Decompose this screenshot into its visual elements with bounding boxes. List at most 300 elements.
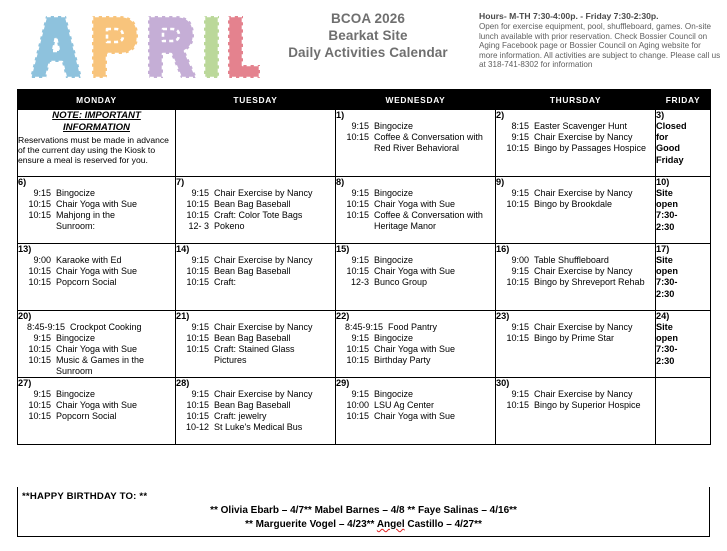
event-item[interactable] xyxy=(176,344,335,366)
event-time: 10:15 xyxy=(186,198,209,209)
event-item[interactable] xyxy=(176,266,335,277)
event-description xyxy=(374,344,495,355)
calendar-cell-day[interactable] xyxy=(496,177,656,244)
event-time: 9:15 xyxy=(351,120,369,131)
day-number: 30) xyxy=(496,378,510,388)
event-time: 12-3 xyxy=(350,276,369,287)
event-item[interactable] xyxy=(176,277,335,288)
event-description xyxy=(534,199,655,210)
event-description xyxy=(534,255,655,266)
friday-status-line: Site xyxy=(656,321,673,332)
column-header-monday: MONDAY xyxy=(18,90,176,110)
event-item[interactable] xyxy=(18,411,175,422)
friday-status-line: open xyxy=(656,198,678,209)
event-item[interactable] xyxy=(18,400,175,411)
event-description-line: Mahjong in the xyxy=(56,209,116,220)
note-title-line-1: NOTE: IMPORTANT xyxy=(52,110,141,121)
event-list xyxy=(496,322,655,344)
day-number: 6) xyxy=(18,177,27,187)
event-description-line: Chair Exercise by Nancy xyxy=(534,265,633,276)
event-time: 10:15 xyxy=(346,265,369,276)
hours-heading: Hours- M-TH 7:30-4:00p. - Friday 7:30-2:30p. xyxy=(479,11,659,21)
event-item[interactable] xyxy=(18,277,175,288)
event-item[interactable] xyxy=(18,199,175,210)
event-description xyxy=(534,121,655,132)
event-item[interactable] xyxy=(336,322,495,333)
event-description-line: Chair Yoga with Sue xyxy=(56,399,138,410)
calendar-cell-day[interactable] xyxy=(336,311,496,378)
calendar-cell-day[interactable] xyxy=(18,311,176,378)
event-item[interactable] xyxy=(496,255,655,266)
weekday-header-row xyxy=(18,90,711,110)
event-item[interactable] xyxy=(18,355,175,377)
event-description xyxy=(56,210,175,232)
birthday-line-2-pre: ** Marguerite Vogel – 4/23** xyxy=(245,519,377,530)
event-time: 10:15 xyxy=(186,410,209,421)
calendar-cell-day[interactable] xyxy=(496,244,656,311)
day-number: 22) xyxy=(336,311,350,321)
event-description xyxy=(214,188,335,199)
day-number: 14) xyxy=(176,244,190,254)
event-list xyxy=(496,389,655,411)
calendar-cell-day[interactable] xyxy=(496,110,656,177)
event-time: 8:45-9:15 xyxy=(26,321,65,332)
event-list xyxy=(18,389,175,422)
calendar-cell-day[interactable] xyxy=(336,177,496,244)
event-description xyxy=(374,210,495,232)
event-description xyxy=(388,322,495,333)
friday-status-line: 7:30- xyxy=(656,344,678,355)
event-time: 8:15 xyxy=(511,120,529,131)
event-description xyxy=(56,411,175,422)
day-number: 16) xyxy=(496,244,510,254)
event-item[interactable] xyxy=(18,266,175,277)
event-time: 9:15 xyxy=(351,388,369,399)
event-description xyxy=(214,389,335,400)
event-item[interactable] xyxy=(176,188,335,199)
event-item[interactable] xyxy=(18,210,175,232)
event-description-line: Bingo by Brookdale xyxy=(534,198,613,209)
title-line-2: Bearkat Site xyxy=(328,28,408,43)
event-item[interactable] xyxy=(336,277,495,288)
calendar-cell-day[interactable] xyxy=(336,244,496,311)
event-list xyxy=(336,188,495,232)
event-item[interactable] xyxy=(176,422,335,433)
column-header-friday: FRIDAY xyxy=(656,90,711,110)
event-item[interactable] xyxy=(336,344,495,355)
event-time: 9:00 xyxy=(511,254,529,265)
event-description-line: Birthday Party xyxy=(374,354,431,365)
calendar-cell-empty[interactable] xyxy=(656,378,711,445)
event-description xyxy=(534,277,655,288)
event-list xyxy=(18,322,175,377)
calendar-cell-day[interactable] xyxy=(656,311,711,378)
title-line-3: Daily Activities Calendar xyxy=(288,45,448,60)
event-time: 10-12 xyxy=(185,421,209,432)
event-item[interactable] xyxy=(176,322,335,333)
event-time: 9:15 xyxy=(351,254,369,265)
event-description xyxy=(534,333,655,344)
calendar-cell-day[interactable] xyxy=(336,378,496,445)
event-description xyxy=(374,132,495,154)
event-description xyxy=(214,344,335,366)
calendar-cell-day[interactable] xyxy=(176,311,336,378)
event-item[interactable] xyxy=(176,221,335,232)
event-item[interactable] xyxy=(336,333,495,344)
april-letter-i xyxy=(204,16,219,78)
event-item[interactable] xyxy=(496,333,655,344)
event-item[interactable] xyxy=(496,132,655,143)
event-time: 9:15 xyxy=(351,332,369,343)
event-description-line: Popcorn Social xyxy=(56,410,117,421)
birthday-line-1: ** Olivia Ebarb – 4/7** Mabel Barnes – 4/8 ** Faye Salinas – 4/16** xyxy=(210,505,517,516)
event-description xyxy=(534,188,655,199)
event-description-line: Table Shuffleboard xyxy=(534,254,609,265)
event-description-line: Bean Bag Baseball xyxy=(214,332,291,343)
event-item[interactable] xyxy=(176,333,335,344)
activities-calendar xyxy=(17,89,711,445)
event-description xyxy=(56,344,175,355)
event-description-line: Popcorn Social xyxy=(56,276,117,287)
event-time: 10:15 xyxy=(28,265,51,276)
event-time: 9:15 xyxy=(351,187,369,198)
important-information-note[interactable] xyxy=(18,110,176,177)
event-item[interactable] xyxy=(496,266,655,277)
event-description xyxy=(56,266,175,277)
day-number: 28) xyxy=(176,378,190,388)
event-description-line: Bingocize xyxy=(56,332,96,343)
event-description xyxy=(56,389,175,400)
calendar-cell-day[interactable] xyxy=(656,110,711,177)
event-item[interactable] xyxy=(18,255,175,266)
event-description-continuation: Sunroom: xyxy=(56,220,96,231)
event-time: 10:15 xyxy=(346,209,369,220)
birthday-footer xyxy=(17,487,710,537)
event-description xyxy=(214,255,335,266)
calendar-cell-day[interactable] xyxy=(176,244,336,311)
event-time: 10:15 xyxy=(28,209,51,220)
calendar-cell-day[interactable] xyxy=(176,177,336,244)
event-item[interactable] xyxy=(176,411,335,422)
event-item[interactable] xyxy=(18,389,175,400)
column-header-tuesday: TUESDAY xyxy=(176,90,336,110)
day-number: 7) xyxy=(176,177,185,187)
event-description-line: Craft: jewelry xyxy=(214,410,267,421)
event-description xyxy=(374,355,495,366)
april-letter-p xyxy=(92,16,138,78)
april-letter-a xyxy=(30,16,82,78)
event-time: 9:15 xyxy=(33,388,51,399)
event-time: 10:15 xyxy=(186,209,209,220)
event-time: 9:15 xyxy=(191,254,209,265)
event-time: 9:00 xyxy=(33,254,51,265)
event-description-line: Bingo by Shreveport Rehab xyxy=(534,276,645,287)
calendar-cell-day[interactable] xyxy=(496,378,656,445)
day-number: 15) xyxy=(336,244,350,254)
event-item[interactable] xyxy=(496,400,655,411)
event-description xyxy=(214,422,335,433)
event-time: 10:15 xyxy=(346,131,369,142)
event-description-line: Craft: xyxy=(214,276,237,287)
event-description-line: Bean Bag Baseball xyxy=(214,265,291,276)
calendar-cell-empty[interactable] xyxy=(176,110,336,177)
event-time: 9:15 xyxy=(191,388,209,399)
day-number: 23) xyxy=(496,311,510,321)
event-description-line: Bingocize xyxy=(374,332,414,343)
event-description xyxy=(214,199,335,210)
column-header-wednesday: WEDNESDAY xyxy=(336,90,496,110)
event-description-line: Craft: Stained Glass xyxy=(214,343,295,354)
event-description-line: Bean Bag Baseball xyxy=(214,399,291,410)
event-time: 9:15 xyxy=(33,187,51,198)
event-description-line: Music & Games in the xyxy=(56,354,145,365)
event-list xyxy=(336,121,495,154)
event-time: 10:15 xyxy=(346,198,369,209)
note-body: Reservations must be made in advance of the current day using the Kiosk to ensure a meal is reserved for you. xyxy=(18,135,169,166)
calendar-cell-day[interactable] xyxy=(18,244,176,311)
event-description-line: Bingocize xyxy=(374,254,414,265)
calendar-cell-day[interactable] xyxy=(18,378,176,445)
event-description xyxy=(214,221,335,232)
event-time: 10:15 xyxy=(28,343,51,354)
event-time: 10:15 xyxy=(28,354,51,365)
event-item[interactable] xyxy=(336,400,495,411)
day-number: 13) xyxy=(18,244,32,254)
friday-status-line: Closed xyxy=(656,120,687,131)
event-list xyxy=(18,188,175,232)
event-description xyxy=(214,400,335,411)
event-item[interactable] xyxy=(496,143,655,154)
hours-body: Open for exercise equipment, pool, shuffleboard, games. On-site lunch available with prior reservation. Check Bossier Council on Aging Facebook page or Bossier Council on Aging website for more information. All activities are subject to change. Please call us at 318-741-8302 for information xyxy=(479,22,721,70)
day-number: 2) xyxy=(496,110,505,120)
event-description-line: Crockpot Cooking xyxy=(70,321,142,332)
event-description xyxy=(534,143,655,154)
event-item[interactable] xyxy=(496,277,655,288)
event-time: 8:45-9:15 xyxy=(344,321,383,332)
event-description-line: Craft: Color Tote Bags xyxy=(214,209,303,220)
event-item[interactable] xyxy=(336,255,495,266)
event-item[interactable] xyxy=(336,199,495,210)
friday-status-line: Good xyxy=(656,143,680,154)
calendar-week-row xyxy=(18,177,711,244)
event-item[interactable] xyxy=(18,322,175,333)
column-header-thursday: THURSDAY xyxy=(496,90,656,110)
event-time: 9:15 xyxy=(191,187,209,198)
event-time: 10:15 xyxy=(506,332,529,343)
event-description-line: Bingocize xyxy=(56,388,96,399)
event-item[interactable] xyxy=(176,400,335,411)
event-description-line: Chair Yoga with Sue xyxy=(56,343,138,354)
friday-status-line: 7:30- xyxy=(656,210,678,221)
event-item[interactable] xyxy=(336,411,495,422)
event-time: 10:15 xyxy=(28,399,51,410)
event-description-line: Chair Exercise by Nancy xyxy=(214,388,313,399)
calendar-cell-day[interactable] xyxy=(18,177,176,244)
event-list xyxy=(496,188,655,210)
event-item[interactable] xyxy=(176,255,335,266)
event-time: 10:15 xyxy=(28,410,51,421)
calendar-week-row xyxy=(18,110,711,177)
day-number: 24) xyxy=(656,311,670,321)
event-description xyxy=(374,333,495,344)
event-description-line: Chair Yoga with Sue xyxy=(374,410,456,421)
friday-status-line: open xyxy=(656,265,678,276)
event-description-line: Chair Exercise by Nancy xyxy=(534,321,633,332)
event-description xyxy=(374,277,495,288)
event-time: 9:15 xyxy=(511,187,529,198)
event-description-line: Chair Exercise by Nancy xyxy=(214,321,313,332)
event-description xyxy=(534,132,655,143)
event-item[interactable] xyxy=(496,121,655,132)
event-item[interactable] xyxy=(176,389,335,400)
event-item[interactable] xyxy=(336,121,495,132)
event-time: 10:15 xyxy=(506,276,529,287)
event-time: 12- 3 xyxy=(188,220,209,231)
event-time: 10:15 xyxy=(28,198,51,209)
friday-status-line: 2:30 xyxy=(656,288,675,299)
event-description-line: St Luke's Medical Bus xyxy=(214,421,303,432)
day-number: 1) xyxy=(336,110,345,120)
event-description-line: Bunco Group xyxy=(374,276,428,287)
event-description xyxy=(56,188,175,199)
calendar-cell-day[interactable] xyxy=(656,244,711,311)
event-list xyxy=(18,255,175,288)
event-time: 9:15 xyxy=(511,131,529,142)
event-description-line: Chair Exercise by Nancy xyxy=(214,187,313,198)
event-time: 10:15 xyxy=(186,276,209,287)
event-description-line: Food Pantry xyxy=(388,321,438,332)
event-description xyxy=(374,121,495,132)
event-description xyxy=(534,322,655,333)
calendar-cell-day[interactable] xyxy=(656,177,711,244)
event-time: 10:15 xyxy=(506,142,529,153)
friday-status-line: 7:30- xyxy=(656,277,678,288)
event-list xyxy=(336,389,495,422)
friday-status-text xyxy=(656,188,710,234)
day-number: 8) xyxy=(336,177,345,187)
event-description-line: Bingocize xyxy=(374,120,414,131)
event-description-continuation: Sunroom xyxy=(56,365,93,376)
event-description-continuation: Pictures xyxy=(214,354,247,365)
friday-status-line: Site xyxy=(656,254,673,265)
event-item[interactable] xyxy=(496,199,655,210)
event-description xyxy=(56,355,175,377)
event-description xyxy=(534,266,655,277)
event-item[interactable] xyxy=(336,266,495,277)
event-description-line: Bingocize xyxy=(374,388,414,399)
event-list xyxy=(496,121,655,154)
calendar-cell-day[interactable] xyxy=(496,311,656,378)
event-item[interactable] xyxy=(18,188,175,199)
event-time: 10:15 xyxy=(186,399,209,410)
event-item[interactable] xyxy=(176,199,335,210)
event-item[interactable] xyxy=(18,333,175,344)
event-time: 9:15 xyxy=(511,265,529,276)
event-description-line: Chair Yoga with Sue xyxy=(374,198,456,209)
event-time: 10:15 xyxy=(506,399,529,410)
friday-status-line: open xyxy=(656,332,678,343)
event-time: 9:15 xyxy=(511,388,529,399)
day-number: 20) xyxy=(18,311,32,321)
event-description-line: LSU Ag Center xyxy=(374,399,435,410)
day-number: 10) xyxy=(656,177,670,187)
event-description xyxy=(214,411,335,422)
calendar-week-row xyxy=(18,311,711,378)
event-description xyxy=(374,199,495,210)
event-description xyxy=(374,400,495,411)
event-time: 10:15 xyxy=(28,276,51,287)
event-description-line: Bingo by Superior Hospice xyxy=(534,399,641,410)
event-time: 10:15 xyxy=(346,410,369,421)
event-item[interactable] xyxy=(496,389,655,400)
event-description xyxy=(374,389,495,400)
page-header xyxy=(0,0,727,88)
calendar-cell-day[interactable] xyxy=(176,378,336,445)
day-number: 29) xyxy=(336,378,350,388)
event-item[interactable] xyxy=(496,322,655,333)
event-description-line: Chair Exercise by Nancy xyxy=(214,254,313,265)
event-description xyxy=(214,277,335,288)
event-description xyxy=(56,400,175,411)
friday-status-text xyxy=(656,322,710,368)
event-description-line: Easter Scavenger Hunt xyxy=(534,120,628,131)
april-wordart xyxy=(8,10,260,82)
event-time: 10:15 xyxy=(186,265,209,276)
event-description xyxy=(374,188,495,199)
event-description xyxy=(214,266,335,277)
event-description-line: Bingo by Passages Hospice xyxy=(534,142,647,153)
calendar-week-row xyxy=(18,244,711,311)
event-description-continuation: Red River Behavioral xyxy=(374,142,460,153)
calendar-week-row xyxy=(18,378,711,445)
event-item[interactable] xyxy=(336,210,495,232)
event-item[interactable] xyxy=(18,344,175,355)
birthday-line-2-misspelled-word: Angel xyxy=(376,519,405,530)
event-time: 10:15 xyxy=(186,343,209,354)
note-title-line-2: INFORMATION xyxy=(63,122,130,133)
event-description-line: Bean Bag Baseball xyxy=(214,198,291,209)
calendar-cell-day[interactable] xyxy=(336,110,496,177)
event-item[interactable] xyxy=(496,188,655,199)
event-description-continuation: Heritage Manor xyxy=(374,220,437,231)
event-item[interactable] xyxy=(336,188,495,199)
event-description xyxy=(214,333,335,344)
event-list xyxy=(176,322,335,366)
event-description-line: Chair Exercise by Nancy xyxy=(534,388,633,399)
friday-status-line: Friday xyxy=(656,154,684,165)
event-description xyxy=(56,199,175,210)
event-description-line: Bingocize xyxy=(374,187,414,198)
event-item[interactable] xyxy=(336,355,495,366)
event-description-line: Bingocize xyxy=(56,187,96,198)
event-time: 10:15 xyxy=(346,354,369,365)
event-item[interactable] xyxy=(336,132,495,154)
april-letter-l xyxy=(228,16,260,78)
event-description xyxy=(56,333,175,344)
event-description xyxy=(534,389,655,400)
title-line-1: BCOA 2026 xyxy=(331,11,405,26)
event-time: 10:15 xyxy=(186,332,209,343)
event-list xyxy=(336,322,495,366)
day-number: 27) xyxy=(18,378,32,388)
event-list xyxy=(176,255,335,288)
event-description xyxy=(534,400,655,411)
event-item[interactable] xyxy=(336,389,495,400)
event-time: 9:15 xyxy=(191,321,209,332)
event-list xyxy=(176,188,335,232)
friday-status-line: for xyxy=(656,131,669,142)
event-item[interactable] xyxy=(176,210,335,221)
